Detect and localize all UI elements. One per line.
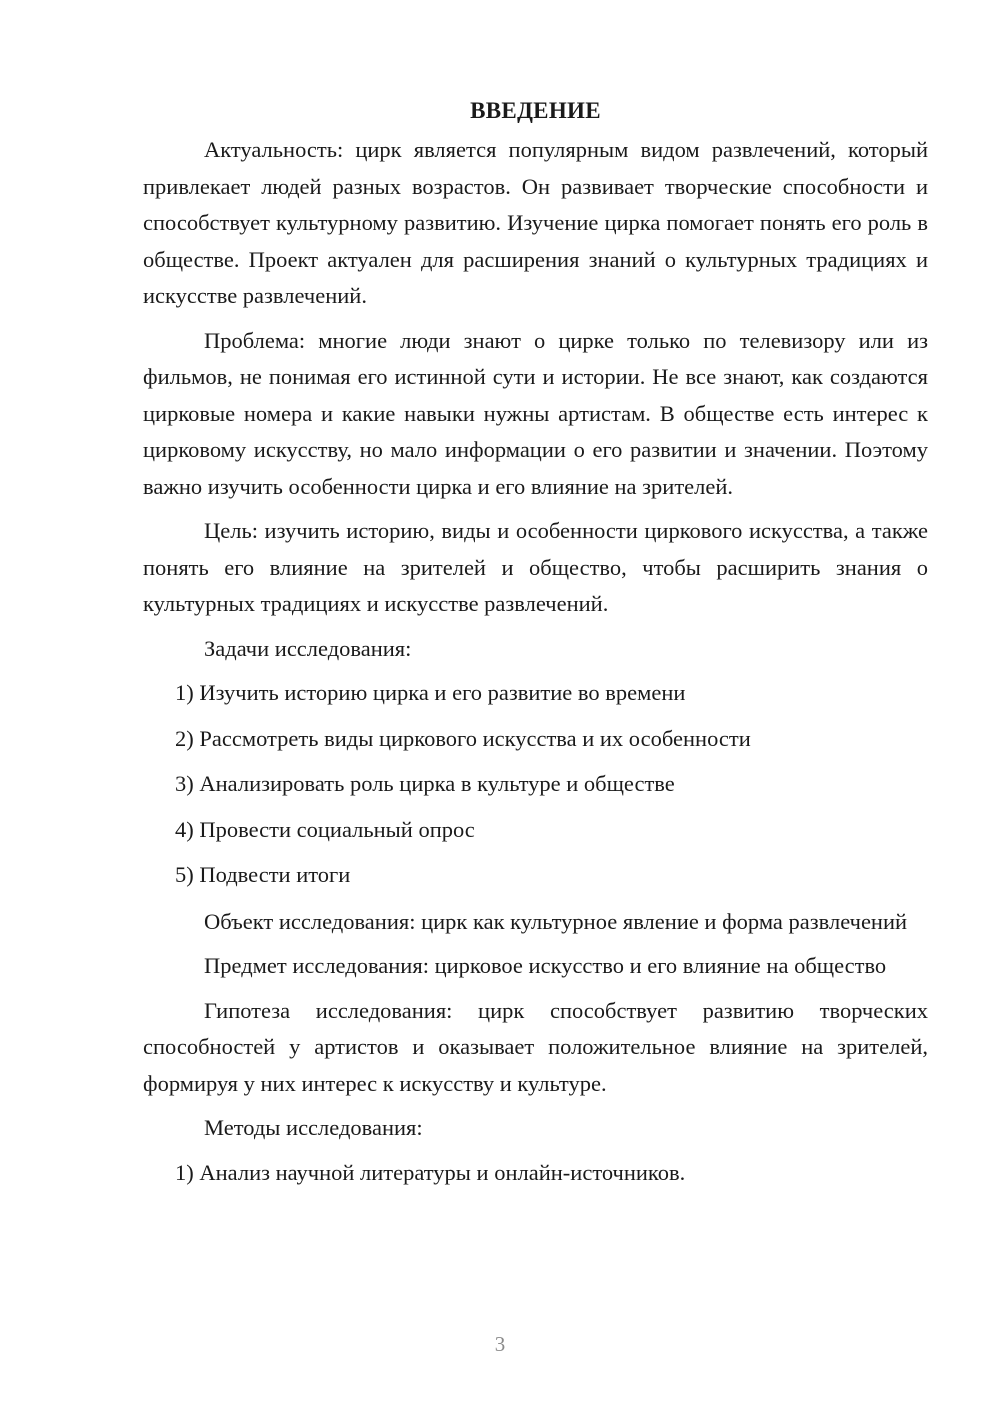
methods-heading: Методы исследования: [204,1115,423,1140]
tasks-heading: Задачи исследования: [204,635,412,661]
list-item: 2) Рассмотреть виды циркового искусства и их особенности [175,725,751,751]
relevance-paragraph: Актуальность: цирк является популярным видом развлечений, который привлекает людей разных возрастов. Он развивает творческие способности и способствует культурному развитию. Изучение цирка помогает понять его роль в обществе. Проект актуален для расширения знаний о культурных традициях и искусстве развлечений. [143,137,928,308]
list-item: 1) Изучить историю цирка и его развитие во времени [175,680,686,705]
page-number: 3 [494,1332,506,1356]
list-item: 4) Провести социальный опрос [175,816,475,842]
list-item: 1) Анализ научной литературы и онлайн-источников. [175,1159,686,1185]
list-item: 5) Подвести итоги [175,862,351,887]
object-paragraph: Объект исследования: цирк как культурное явление и форма развлечений [204,908,908,934]
hypothesis-paragraph: Гипотеза исследования: цирк способствует развитию творческих способностей у артистов и оказывает положительное влияние на зрителей, формируя у них интерес к искусству и культуре. [143,997,928,1096]
subject-paragraph: Предмет исследования: цирковое искусство и его влияние на общество [204,953,887,978]
methods-list [143,1155,928,1192]
list-item: 3) Анализировать роль цирка в культуре и обществе [175,771,675,796]
document-page [143,96,928,1191]
problem-paragraph: Проблема: многие люди знают о цирке только по телевизору или из фильмов, не понимая его истинной сути и истории. Не все знают, как создаются цирковые номера и какие навыки нужны артистам. В обществе есть интерес к цирковому искусству, но мало информации о его развитии и значении. Поэтому важно изучить особенности цирка и его влияние на зрителей. [143,327,928,499]
goal-paragraph: Цель: изучить историю, виды и особенности циркового искусства, а также понять его влияние на зрителей и общество, чтобы расширить знания о культурных традициях и искусстве развлечений. [143,518,928,616]
section-title: ВВЕДЕНИЕ [470,98,601,123]
tasks-list [143,675,928,894]
